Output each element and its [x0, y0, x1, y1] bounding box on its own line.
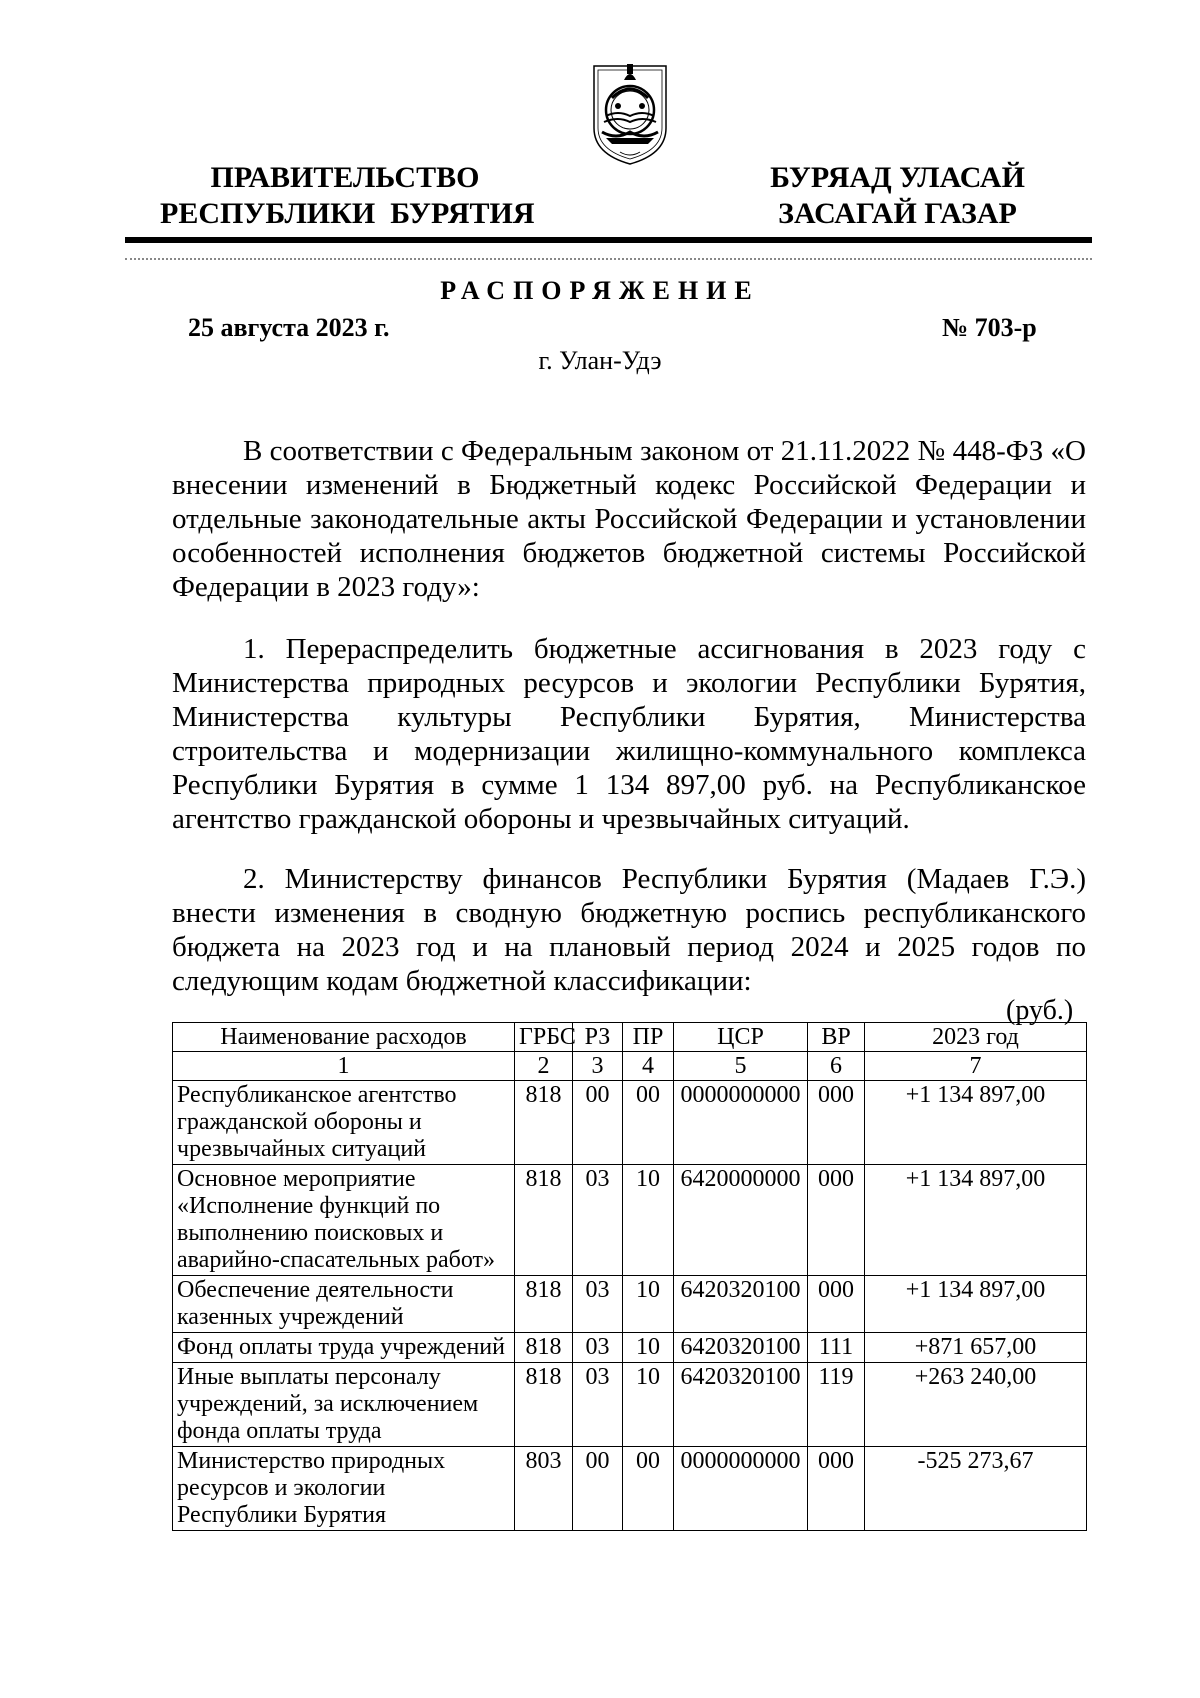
- expense-name: Министерство природных ресурсов и экологии Республики Бурятия: [173, 1447, 515, 1531]
- rz-cell: 03: [573, 1333, 623, 1363]
- point-1-paragraph: 1. Перераспределить бюджетные ассигнования в 2023 году с Министерства природных ресурсов и экологии Республики Бурятия, Министерства культуры Республики Бурятия, Министерства строительства и модернизации жилищно-коммунального комплекса Республики Бурятия в сумме 1 134 897,00 руб. на Республиканское агентство гражданской обороны и чрезвычайных ситуаций.: [172, 633, 1086, 835]
- org-name-buryat-line2: ЗАСАГАЙ ГАЗАР: [778, 197, 1017, 230]
- point-2-paragraph: 2. Министерству финансов Республики Бурятия (Мадаев Г.Э.) внести изменения в сводную бюджетную роспись республиканского бюджета на 2023 год и на плановый период 2024 и 2025 годов по следующим кодам бюджетной классификации:: [172, 863, 1086, 997]
- org-name-russian-line1: ПРАВИТЕЛЬСТВО: [210, 161, 480, 194]
- column-number: 4: [623, 1052, 674, 1081]
- column-number: 1: [173, 1052, 515, 1081]
- vr-cell: 111: [808, 1333, 865, 1363]
- table-row: [173, 1447, 1087, 1531]
- org-name-buryat-line1: БУРЯАД УЛАСАЙ: [770, 161, 1025, 194]
- csr-cell: 6420320100: [674, 1363, 808, 1447]
- vr-cell: 000: [808, 1165, 865, 1276]
- grbs-cell: 818: [515, 1081, 573, 1165]
- pr-cell: 10: [623, 1363, 674, 1447]
- amount-cell: +1 134 897,00: [865, 1165, 1087, 1276]
- org-name-russian-line2: РЕСПУБЛИКИ БУРЯТИЯ: [160, 197, 535, 230]
- column-header: 2023 год: [865, 1023, 1087, 1052]
- rz-cell: 00: [573, 1081, 623, 1165]
- rz-cell: 00: [573, 1447, 623, 1531]
- rz-cell: 03: [573, 1165, 623, 1276]
- expense-name: Иные выплаты персоналу учреждений, за исключением фонда оплаты труда: [173, 1363, 515, 1447]
- intro-paragraph: В соответствии с Федеральным законом от 21.11.2022 № 448-ФЗ «О внесении изменений в Бюджетный кодекс Российской Федерации и отдельные законодательные акты Российской Федерации и установлении особенностей исполнения бюджетов бюджетной системы Российской Федерации в 2023 году»:: [172, 435, 1086, 603]
- vr-cell: 119: [808, 1363, 865, 1447]
- expense-name: Фонд оплаты труда учреждений: [173, 1333, 515, 1363]
- vr-cell: 000: [808, 1447, 865, 1531]
- org-name-russian: [160, 160, 535, 232]
- pr-cell: 00: [623, 1081, 674, 1165]
- column-number-row: [173, 1052, 1087, 1081]
- document-title: РАСПОРЯЖЕНИЕ: [440, 276, 760, 305]
- column-number: 5: [674, 1052, 808, 1081]
- grbs-cell: 818: [515, 1363, 573, 1447]
- pr-cell: 10: [623, 1333, 674, 1363]
- csr-cell: 0000000000: [674, 1081, 808, 1165]
- grbs-cell: 803: [515, 1447, 573, 1531]
- header-dotted-divider: [125, 258, 1092, 260]
- order-date: 25 августа 2023 г.: [188, 313, 390, 342]
- header-divider: [125, 237, 1092, 243]
- org-name-buryat: [735, 160, 1060, 232]
- coat-of-arms-icon: [590, 58, 670, 168]
- csr-cell: 0000000000: [674, 1447, 808, 1531]
- table-row: [173, 1276, 1087, 1333]
- rz-cell: 03: [573, 1276, 623, 1333]
- table-row: [173, 1081, 1087, 1165]
- column-number: 7: [865, 1052, 1087, 1081]
- order-city: г. Улан-Удэ: [538, 346, 662, 375]
- rz-cell: 03: [573, 1363, 623, 1447]
- currency-unit: (руб.): [1006, 995, 1074, 1026]
- column-header: ПР: [623, 1023, 674, 1052]
- amount-cell: +871 657,00: [865, 1333, 1087, 1363]
- table-row: [173, 1333, 1087, 1363]
- table-header-row: [173, 1023, 1087, 1052]
- vr-cell: 000: [808, 1276, 865, 1333]
- column-header: РЗ: [573, 1023, 623, 1052]
- grbs-cell: 818: [515, 1165, 573, 1276]
- amount-cell: +1 134 897,00: [865, 1081, 1087, 1165]
- csr-cell: 6420320100: [674, 1276, 808, 1333]
- table-row: [173, 1363, 1087, 1447]
- grbs-cell: 818: [515, 1276, 573, 1333]
- column-number: 3: [573, 1052, 623, 1081]
- column-header: ЦСР: [674, 1023, 808, 1052]
- order-number: № 703-р: [942, 313, 1037, 342]
- expense-name: Основное мероприятие «Исполнение функций по выполнению поисковых и аварийно-спасательных работ»: [173, 1165, 515, 1276]
- grbs-cell: 818: [515, 1333, 573, 1363]
- vr-cell: 000: [808, 1081, 865, 1165]
- pr-cell: 00: [623, 1447, 674, 1531]
- csr-cell: 6420000000: [674, 1165, 808, 1276]
- column-number: 2: [515, 1052, 573, 1081]
- expense-name: Обеспечение деятельности казенных учреждений: [173, 1276, 515, 1333]
- amount-cell: +1 134 897,00: [865, 1276, 1087, 1333]
- table-row: [173, 1165, 1087, 1276]
- pr-cell: 10: [623, 1165, 674, 1276]
- pr-cell: 10: [623, 1276, 674, 1333]
- column-header: Наименование расходов: [173, 1023, 515, 1052]
- column-header: ГРБС: [515, 1023, 573, 1052]
- column-header: ВР: [808, 1023, 865, 1052]
- csr-cell: 6420320100: [674, 1333, 808, 1363]
- expense-name: Республиканское агентство гражданской обороны и чрезвычайных ситуаций: [173, 1081, 515, 1165]
- budget-table: [172, 1022, 1087, 1531]
- column-number: 6: [808, 1052, 865, 1081]
- amount-cell: +263 240,00: [865, 1363, 1087, 1447]
- amount-cell: -525 273,67: [865, 1447, 1087, 1531]
